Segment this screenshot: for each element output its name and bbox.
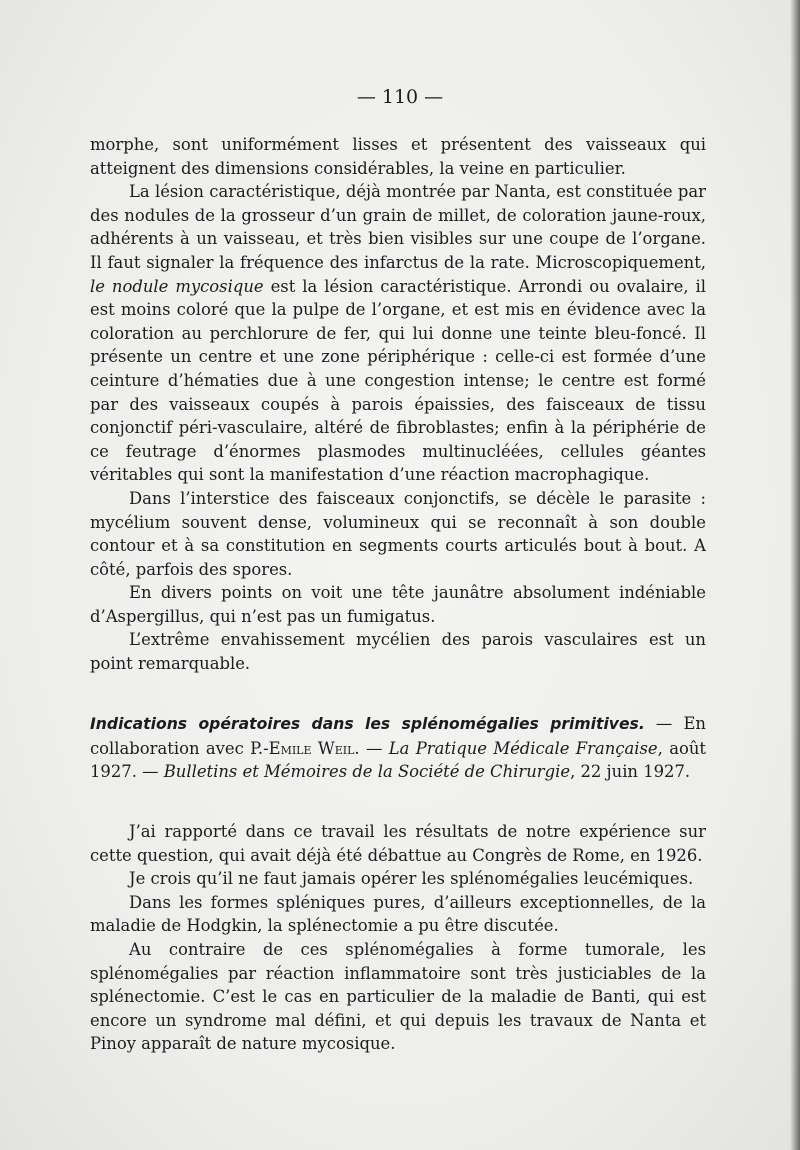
reference-author: Emile Weil xyxy=(268,738,355,758)
paragraph-hodgkin: Dans les formes spléniques pures, d’ailleurs exceptionnelles, de la maladie de Hodgkin, la splénectomie a pu être discutée. xyxy=(90,892,706,936)
reference-date-1: , août 1927. — xyxy=(90,738,706,782)
paragraph-mycelial-invasion: L’extrême envahissement mycélien des parois vasculaires est un point remarquable. xyxy=(90,630,706,674)
paragraph-aspergillus: En divers points on voit une tête jaunâtre absolument indéniable d’Aspergillus, qui n’est pas un fumigatus. xyxy=(90,583,706,626)
reference-entry xyxy=(90,712,706,784)
bibliographic-reference xyxy=(90,712,706,784)
paragraph-lesion-part-b: est la lésion caractéristique. Arrondi ou ovalaire, il est moins coloré que la pulpe de l’organe, et est mis en évidence avec la coloration au perchlorure de fer, qui lui donne une teinte bleu-foncé. Il présente un centre et une zone périphérique : celle-ci est formée d’une ceinture d’hématies due à une congestion intense; le centre est formé par des vaisseaux coupés à parois épaissies, des faisceaux de tissu conjonctif péri-vasculaire, altéré de fibroblastes; enfin à la périphérie de ce feutrage d’énormes plasmodes multinucléées, cellules géantes véritables qui sont la manifestation d’une réaction macrophagique. xyxy=(90,276,706,485)
reference-separator-2: . — xyxy=(354,738,389,758)
paragraph-parasite: Dans l’interstice des faisceaux conjonctifs, se décèle le parasite : mycélium souvent dense, volumineux qui se reconnaît à son double contour et à sa constitution en segments courts articulés bout à bout. A côté, parfois des spores. xyxy=(90,488,706,579)
reference-separator-1: — En collaboration avec P.- xyxy=(90,714,706,758)
page-number: — 110 — xyxy=(356,86,444,108)
paragraph-lesion-part-a: La lésion caractéristique, déjà montrée par Nanta, est constituée par des nodules de la grosseur d’un grain de millet, de coloration jaune-roux, adhérents à un vaisseau, et très bien visibles sur une coupe de l’organe. Il faut signaler la fréquence des infarctus de la rate. Microscopiquement, xyxy=(90,182,706,272)
paragraph-banti: Au contraire de ces splénomégalies à forme tumorale, les splénomégalies par réaction inflammatoire sont très justiciables de la splénectomie. C’est le cas en particulier de la maladie de Banti, qui est encore un syndrome mal défini, et qui depuis les travaux de Nanta et Pinoy apparaît de nature mycosique. xyxy=(90,939,706,1054)
paragraph-leukemic: Je crois qu’il ne faut jamais opérer les splénomégalies leucémiques. xyxy=(129,869,694,889)
body-text-section-1 xyxy=(90,133,706,676)
reference-journal-2: Bulletins et Mémoires de la Société de Chirurgie xyxy=(163,762,571,782)
body-text-section-2 xyxy=(90,820,706,1056)
paragraph-continuation: morphe, sont uniformément lisses et présentent des vaisseaux qui atteignent des dimensions considérables, la veine en particulier. xyxy=(90,135,706,178)
page-edge-shadow xyxy=(790,0,800,1150)
paragraph-lesion-italic-term: le nodule mycosique xyxy=(90,276,264,296)
paragraph-report: J’ai rapporté dans ce travail les résultats de notre expérience sur cette question, qui avait déjà été débattue au Congrès de Rome, en 1926. xyxy=(90,822,706,865)
reference-title: Indications opératoires dans les splénomégalies primitives. xyxy=(90,715,645,733)
reference-date-2: , 22 juin 1927. xyxy=(570,762,691,782)
reference-journal-1: La Pratique Médicale Française xyxy=(388,738,658,758)
paragraph-lesion xyxy=(90,180,706,487)
